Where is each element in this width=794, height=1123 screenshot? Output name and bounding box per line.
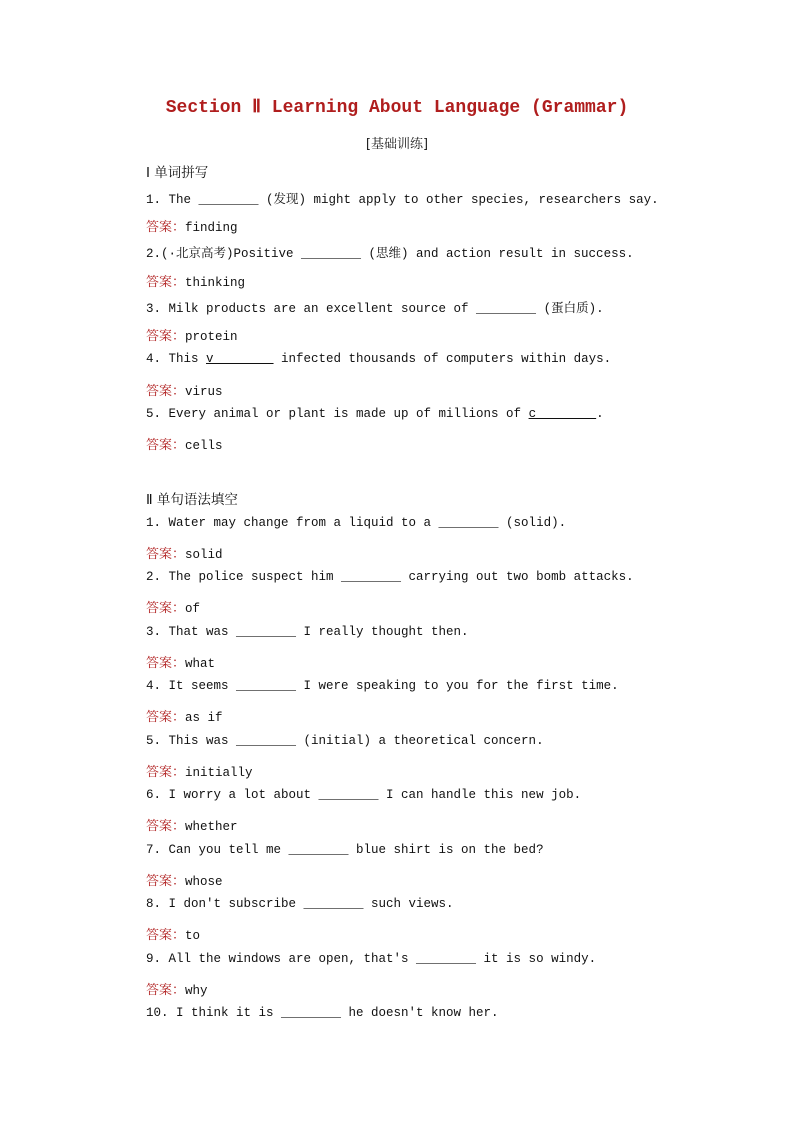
- page-title: Section Ⅱ Learning About Language (Grammar): [165, 98, 629, 118]
- question: 7. Can you tell me ________ blue shirt is on the bed?: [146, 843, 544, 857]
- answer-label: 答案：: [146, 983, 186, 998]
- question-text: 5. Every animal or plant is made up of millions of: [146, 407, 529, 421]
- answer-text: what: [185, 657, 216, 671]
- question-text: 4. This: [146, 352, 207, 366]
- answer-label: 答案：: [146, 710, 186, 725]
- answer-text: whose: [185, 875, 223, 889]
- answer: [146, 597, 200, 616]
- section-heading: Ⅱ 单句语法填空: [146, 492, 238, 508]
- answer: [146, 706, 223, 725]
- answer-text: cells: [185, 439, 223, 453]
- answer-label: 答案：: [146, 547, 186, 562]
- answer-label: 答案：: [146, 874, 186, 889]
- question: 1. Water may change from a liquid to a ________ (solid).: [146, 516, 567, 530]
- answer-text: finding: [185, 221, 238, 235]
- answer-text: as if: [185, 711, 223, 725]
- answer: [146, 924, 200, 943]
- answer-text: of: [185, 602, 201, 616]
- answer: [146, 815, 238, 834]
- answer-label: 答案：: [146, 601, 186, 616]
- question: 5. This was ________ (initial) a theoretical concern.: [146, 734, 544, 748]
- answer-label: 答案：: [146, 438, 186, 453]
- answer-label: 答案：: [146, 928, 186, 943]
- answer-text: why: [185, 984, 208, 998]
- question-text: .: [596, 407, 604, 421]
- question: 4. It seems ________ I were speaking to you for the first time.: [146, 679, 619, 693]
- answer-text: solid: [185, 548, 223, 562]
- answer: [146, 325, 238, 344]
- answer-text: to: [185, 929, 201, 943]
- answer: [146, 216, 238, 235]
- question: 6. I worry a lot about ________ I can handle this new job.: [146, 788, 582, 802]
- answer-text: virus: [185, 385, 223, 399]
- answer-label: 答案：: [146, 220, 186, 235]
- answer-label: 答案：: [146, 656, 186, 671]
- answer: [146, 652, 215, 671]
- question-text: infected thousands of computers within days.: [273, 352, 612, 366]
- answer: [146, 979, 208, 998]
- question: [146, 407, 604, 421]
- question: 2. The police suspect him ________ carrying out two bomb attacks.: [146, 570, 634, 584]
- answer-label: 答案：: [146, 329, 186, 344]
- blank-with-hint: c________: [528, 407, 597, 421]
- answer: [146, 380, 223, 399]
- answer-label: 答案：: [146, 275, 186, 290]
- question: 3. That was ________ I really thought then.: [146, 625, 469, 639]
- question: 2.(·北京高考)Positive ________ (思维) and action result in success.: [146, 247, 634, 261]
- page-subtitle: [基础训练]: [365, 137, 429, 152]
- question: 8. I don't subscribe ________ such views.: [146, 897, 454, 911]
- answer-text: thinking: [185, 276, 246, 290]
- section-heading: Ⅰ 单词拼写: [146, 165, 209, 181]
- answer: [146, 761, 253, 780]
- answer: [146, 543, 223, 562]
- answer-text: whether: [185, 820, 238, 834]
- blank-with-hint: v________: [206, 352, 274, 366]
- answer-label: 答案：: [146, 765, 186, 780]
- answer-text: initially: [185, 766, 253, 780]
- question: [146, 352, 611, 366]
- question: 10. I think it is ________ he doesn't know her.: [146, 1006, 499, 1020]
- answer: [146, 870, 223, 889]
- answer-label: 答案：: [146, 819, 186, 834]
- question: 9. All the windows are open, that's ________ it is so windy.: [146, 952, 597, 966]
- question: 3. Milk products are an excellent source of ________ (蛋白质).: [146, 302, 604, 316]
- answer-label: 答案：: [146, 384, 186, 399]
- answer: [146, 271, 245, 290]
- answer: [146, 434, 223, 453]
- question: 1. The ________ (发现) might apply to other species, researchers say.: [146, 193, 659, 207]
- answer-text: protein: [185, 330, 238, 344]
